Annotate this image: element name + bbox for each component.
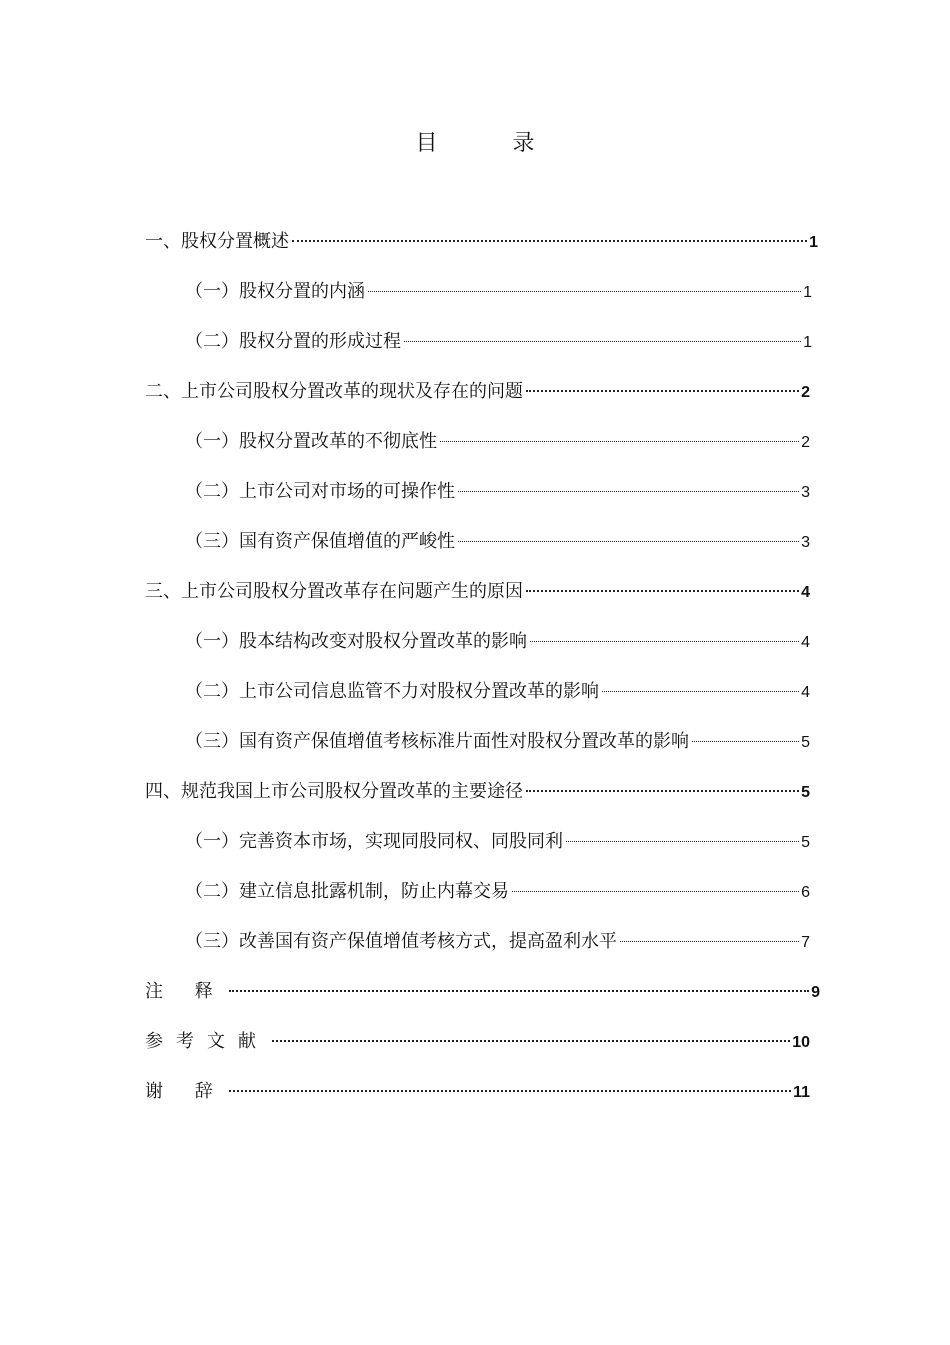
toc-entry-label: 四、规范我国上市公司股权分置改革的主要途径 [145, 781, 523, 802]
toc-page-number: 5 [801, 784, 810, 801]
toc-page-number: 3 [801, 534, 810, 551]
dot-leader [272, 1040, 790, 1042]
dot-leader [458, 491, 799, 492]
dot-leader [229, 990, 809, 992]
toc-page-number: 6 [801, 884, 810, 901]
toc-entry-section-4-2[interactable] [185, 879, 810, 905]
toc-entry-section-3-1[interactable] [185, 629, 810, 655]
dot-leader [620, 941, 799, 942]
dot-leader [526, 390, 799, 392]
toc-page-number: 1 [809, 234, 818, 251]
toc-entry-section-3-2[interactable] [185, 679, 810, 705]
toc-entry-section-4-1[interactable] [185, 829, 810, 855]
dot-leader [602, 691, 799, 692]
dot-leader [526, 590, 799, 592]
toc-entry-label: （一）完善资本市场，实现同股同权、同股同利 [185, 831, 563, 852]
toc-entry-notes[interactable] [145, 979, 820, 1005]
toc-page-number: 11 [793, 1084, 810, 1101]
toc-entry-section-2-3[interactable] [185, 529, 810, 555]
toc-page-number: 5 [801, 834, 810, 851]
toc-page-number: 1 [803, 334, 812, 351]
toc-page-number: 4 [801, 684, 810, 701]
toc-entry-label: （一）股权分置改革的不彻底性 [185, 431, 437, 452]
toc-entry-chapter-2[interactable] [145, 379, 810, 405]
toc-page-number: 3 [801, 484, 810, 501]
toc-entry-label: （三）国有资产保值增值的严峻性 [185, 531, 455, 552]
toc-entry-label: （一）股权分置的内涵 [185, 281, 365, 302]
toc-entry-section-1-2[interactable] [185, 329, 812, 355]
toc-entry-label: 谢 辞 [145, 1081, 226, 1102]
dot-leader [292, 240, 807, 242]
toc-entry-label: （二）建立信息批露机制，防止内幕交易 [185, 881, 509, 902]
toc-page-number: 2 [801, 384, 810, 401]
toc-entry-label: 二、上市公司股权分置改革的现状及存在的问题 [145, 381, 523, 402]
dot-leader [526, 790, 799, 792]
dot-leader [530, 641, 799, 642]
toc-entry-label: （二）上市公司对市场的可操作性 [185, 481, 455, 502]
toc-entry-label: （一）股本结构改变对股权分置改革的影响 [185, 631, 527, 652]
toc-page-number: 2 [801, 434, 810, 451]
toc-entry-section-2-2[interactable] [185, 479, 810, 505]
toc-page-number: 1 [803, 284, 812, 301]
toc-entry-section-4-3[interactable] [185, 929, 810, 955]
toc-entry-chapter-1[interactable] [145, 229, 818, 255]
toc-entry-label: 一、股权分置概述 [145, 231, 289, 252]
toc-entry-label: 注 释 [145, 981, 226, 1002]
toc-entry-label: （三）改善国有资产保值增值考核方式，提高盈利水平 [185, 931, 617, 952]
toc-entry-acknowledgements[interactable] [145, 1079, 810, 1105]
toc-page-number: 4 [801, 584, 810, 601]
dot-leader [566, 841, 799, 842]
dot-leader [692, 741, 799, 742]
toc-entry-chapter-4[interactable] [145, 779, 810, 805]
toc-entry-references[interactable] [145, 1029, 810, 1055]
dot-leader [440, 441, 799, 442]
toc-page-number: 10 [792, 1034, 810, 1051]
toc-entry-section-3-3[interactable] [185, 729, 810, 755]
toc-entry-label: （二）股权分置的形成过程 [185, 331, 401, 352]
page-title: 目 录 [415, 131, 569, 156]
toc-page-number: 9 [811, 984, 820, 1001]
toc-page-number: 5 [801, 734, 810, 751]
toc-entry-label: 参考文献 [145, 1031, 269, 1052]
toc-entry-label: （三）国有资产保值增值考核标准片面性对股权分置改革的影响 [185, 731, 689, 752]
dot-leader [404, 341, 801, 342]
dot-leader [512, 891, 799, 892]
dot-leader [368, 291, 801, 292]
toc-entry-section-2-1[interactable] [185, 429, 810, 455]
toc-entry-label: 三、上市公司股权分置改革存在问题产生的原因 [145, 581, 523, 602]
toc-page-number: 7 [801, 934, 810, 951]
toc-entry-section-1-1[interactable] [185, 279, 812, 305]
dot-leader [458, 541, 799, 542]
toc-page-number: 4 [801, 634, 810, 651]
toc-entry-label: （二）上市公司信息监管不力对股权分置改革的影响 [185, 681, 599, 702]
dot-leader [229, 1090, 791, 1092]
toc-entry-chapter-3[interactable] [145, 579, 810, 605]
